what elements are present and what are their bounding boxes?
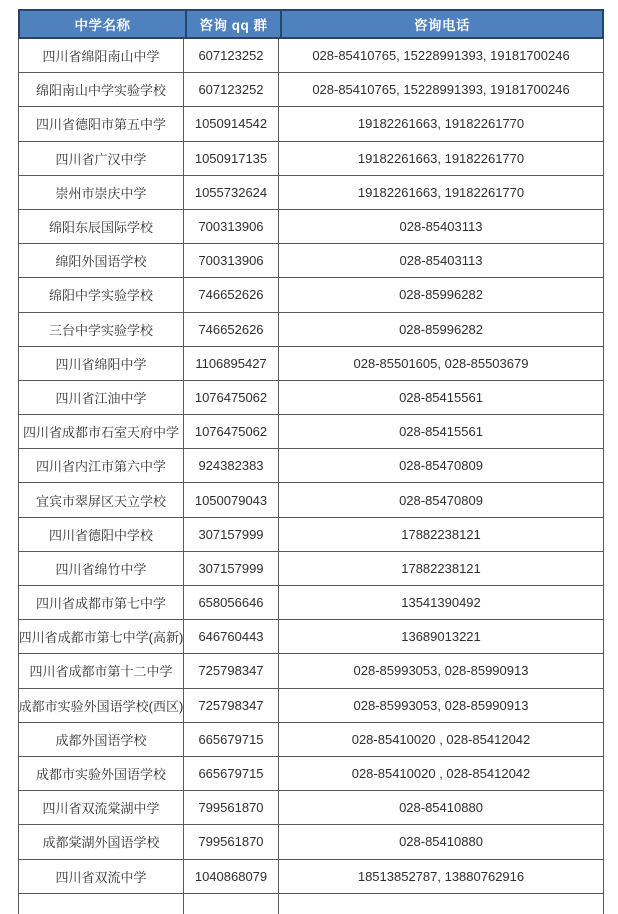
table-row [18,142,604,176]
qq-group-cell: 307157999 [184,518,279,551]
phone-cell: 17882238121 [401,560,481,576]
school-contact-table [18,9,604,914]
school-name-cell: 四川省双流中学 [19,860,184,893]
table-row [18,381,604,415]
phone-cell: 028-85501605, 028-85503679 [353,355,529,371]
school-name-cell: 绵阳外国语学校 [19,244,184,277]
qq-group-cell: 658056646 [184,586,279,619]
qq-group-cell: 307157999 [184,552,279,585]
qq-group-cell: 700313906 [184,244,279,277]
qq-group-cell: 607123252 [184,39,279,72]
phone-cell: 028-85993053, 028-85990913 [353,697,529,713]
table-row [18,107,604,141]
qq-group-cell: 725798347 [184,654,279,687]
table-row [18,415,604,449]
phone-cell: 028-85470809 [399,492,483,508]
school-name-cell: 四川省绵阳中学 [19,347,184,380]
qq-group-cell: 646760443 [184,620,279,653]
table-row [18,860,604,894]
school-name-cell: 绵阳东辰国际学校 [19,210,184,243]
qq-group-cell: 799561870 [184,825,279,858]
qq-group-cell: 1050914542 [184,107,279,140]
table-header-row [18,9,604,39]
phone-cell: 13541390492 [401,595,481,611]
phone-cell: 028-85415561 [399,424,483,440]
table-row [18,654,604,688]
qq-group-cell: 1050917135 [184,142,279,175]
table-row [18,278,604,312]
qq-group-cell: 607123252 [184,73,279,106]
school-name-cell: 四川省绵阳南山中学 [19,39,184,72]
school-name-cell: 四川省广汉中学 [19,142,184,175]
table-row [18,176,604,210]
phone-cell: 19182261663, 19182261770 [357,116,525,132]
school-name-cell: 崇州市崇庆中学 [19,176,184,209]
phone-cell: 028-85996282 [399,287,483,303]
phone-cell: 028-85996282 [399,321,483,337]
qq-group-cell: 1055732624 [184,176,279,209]
school-name-cell: 四川省德阳中学校 [19,518,184,551]
phone-cell: 028-85470809 [399,458,483,474]
table-row [18,313,604,347]
table-row [18,73,604,107]
phone-cell: 19182261663, 19182261770 [357,150,525,166]
phone-cell: 18513852787, 13880762916 [357,868,525,884]
table-row [18,483,604,517]
phone-cell: 028-85410765, 15228991393, 19181700246 [312,82,570,98]
table-row [18,723,604,757]
phone-cell: 028-85410880 [399,834,483,850]
table-row [18,347,604,381]
phone-cell: 028-85410765, 15228991393, 19181700246 [312,48,570,64]
table-row [18,552,604,586]
school-name-cell: 四川省成都市第七中学(高新) [19,620,184,653]
qq-group-cell: 1040868079 [184,860,279,893]
phone-cell: 028-85403113 [399,253,483,269]
qq-group-cell: 924382383 [184,449,279,482]
table-row [18,518,604,552]
school-name-cell: 宜宾市翠屏区天立学校 [19,483,184,516]
school-name-cell: 四川省江油中学 [19,381,184,414]
qq-group-cell: 1050079043 [184,483,279,516]
table-row [18,825,604,859]
qq-group-cell: 665679715 [184,757,279,790]
phone-cell: 028-85410020 , 028-85412042 [351,766,531,782]
table-row [18,757,604,791]
table-body [18,39,604,894]
phone-cell: 028-85403113 [399,219,483,235]
column-header-phone: 咨询电话 [280,11,602,37]
school-name-cell: 绵阳南山中学实验学校 [19,73,184,106]
school-name-cell: 绵阳中学实验学校 [19,278,184,311]
phone-cell: 028-85410880 [399,800,483,816]
qq-group-cell: 1076475062 [184,415,279,448]
school-name-cell: 四川省绵竹中学 [19,552,184,585]
table-row [18,620,604,654]
table-row [18,449,604,483]
qq-group-cell: 746652626 [184,313,279,346]
phone-cell: 028-85993053, 028-85990913 [353,663,529,679]
qq-group-cell: 746652626 [184,278,279,311]
table-row [18,244,604,278]
qq-group-cell: 725798347 [184,689,279,722]
phone-cell: 13689013221 [401,629,481,645]
table-row [18,210,604,244]
school-name-cell: 四川省成都市石室天府中学 [19,415,184,448]
qq-group-cell: 700313906 [184,210,279,243]
phone-cell: 028-85415561 [399,389,483,405]
school-name-cell: 成都市实验外国语学校(西区) [19,689,184,722]
qq-group-cell: 1076475062 [184,381,279,414]
school-name-cell: 四川省内江市第六中学 [19,449,184,482]
school-name-cell: 成都外国语学校 [19,723,184,756]
phone-cell: 028-85410020 , 028-85412042 [351,731,531,747]
phone-cell: 19182261663, 19182261770 [357,184,525,200]
table-row [18,586,604,620]
phone-cell: 17882238121 [401,526,481,542]
qq-group-cell: 665679715 [184,723,279,756]
table-row [18,39,604,73]
school-name-cell: 四川省成都市第十二中学 [19,654,184,687]
qq-group-cell: 799561870 [184,791,279,824]
table-row [18,791,604,825]
school-name-cell: 三台中学实验学校 [19,313,184,346]
column-header-school-name: 中学名称 [74,18,131,33]
school-name-cell: 成都市实验外国语学校 [19,757,184,790]
school-name-cell: 四川省德阳市第五中学 [19,107,184,140]
column-header-qq-group: 咨询 qq 群 [185,11,280,37]
school-name-cell: 成都棠湖外国语学校 [19,825,184,858]
school-name-cell: 四川省双流棠湖中学 [19,791,184,824]
qq-group-cell: 1106895427 [184,347,279,380]
school-name-cell: 四川省成都市第七中学 [19,586,184,619]
table-row [18,689,604,723]
